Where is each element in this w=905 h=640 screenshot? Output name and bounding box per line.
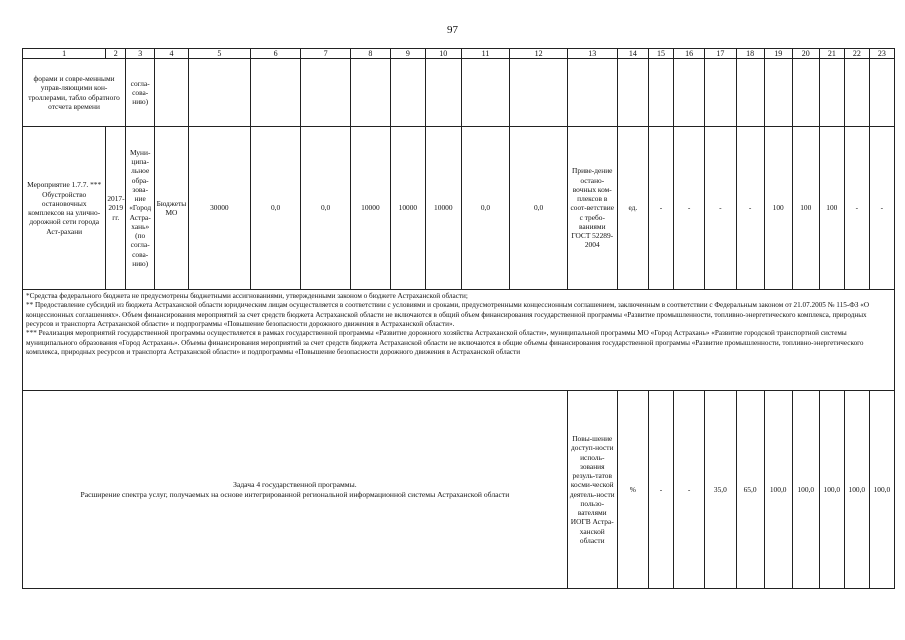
col-number: 6 — [251, 49, 301, 59]
column-number-row — [23, 49, 895, 59]
col-number: 9 — [390, 49, 425, 59]
period-cell: 2017-2019 гг. — [106, 127, 126, 290]
value-cell: - — [844, 127, 869, 290]
value-cell: 10000 — [426, 127, 461, 290]
col-number: 18 — [736, 49, 764, 59]
footnote-2: ** Предоставление субсидий из бюджета Астраханской области юридическим лицам осуществляется в соответствии с условиями и сроками, предусмотренными концессионным соглашением, заключенным в соответствии с Федеральным законом от 21.07.2005 № 115-ФЗ «О концессионных соглашениях». Объем финансирования мероприятий за счет средств бюджета Астраханской области не включаются в общий объем финансирования государственной программы «Развитие промышленности, топливно-энергетического комплекса, природных ресурсов и транспорта Астраханской области» и подпрограммы «Повышение безопасности дорожного движения в Астраханской области». — [26, 301, 870, 329]
col-number: 13 — [567, 49, 617, 59]
task-4-text: Расширение спектра услуг, получаемых на основе интегрированной региональной информационной системы Астраханской области — [80, 489, 510, 499]
col-number: 20 — [792, 49, 819, 59]
col-number: 17 — [705, 49, 736, 59]
value-cell: 35,0 — [705, 391, 736, 589]
cont-name-cell: форами и совре-менными управ-ляющими кон-троллерами, табло обратного отсчета времени — [23, 59, 126, 127]
col-number: 1 — [23, 49, 106, 59]
col-number: 10 — [426, 49, 461, 59]
table-row — [23, 391, 895, 589]
task-4-title: Задача 4 государственной программы. — [233, 480, 357, 490]
col-number: 21 — [819, 49, 844, 59]
total-cell: 30000 — [188, 127, 251, 290]
value-cell: 100 — [819, 127, 844, 290]
col-number: 4 — [155, 49, 188, 59]
value-cell: 10000 — [390, 127, 425, 290]
value-cell: 100,0 — [869, 391, 894, 589]
col-number: 14 — [617, 49, 648, 59]
unit-cell: ед. — [617, 127, 648, 290]
value-cell: 0,0 — [510, 127, 567, 290]
indicator-cell: Приве-дение остано-вочных ком-плексов в соот-ветствие с требо-ваниями ГОСТ 52289-2004 — [567, 127, 617, 290]
value-cell: - — [869, 127, 894, 290]
col-number: 16 — [674, 49, 705, 59]
value-cell: 0,0 — [301, 127, 351, 290]
indicator-cell: Повы-шение доступ-ности исполь-зования резуль-татов косми-ческой деятель-ности пользо-вателями ИОГВ Астра-ханской области — [567, 391, 617, 589]
col-number: 11 — [461, 49, 510, 59]
value-cell: - — [736, 127, 764, 290]
col-number: 3 — [126, 49, 155, 59]
col-number: 19 — [764, 49, 792, 59]
source-cell: Бюджеты МО — [155, 127, 188, 290]
value-cell: 100,0 — [819, 391, 844, 589]
value-cell: 10000 — [351, 127, 391, 290]
col-number: 8 — [351, 49, 391, 59]
col-number: 7 — [301, 49, 351, 59]
value-cell: 100,0 — [792, 391, 819, 589]
value-cell: 0,0 — [461, 127, 510, 290]
value-cell: - — [649, 391, 674, 589]
value-cell: - — [674, 391, 705, 589]
measure-name-cell: Мероприятие 1.7.7. *** Обустройство остановочных комплексов на улично-дорожной сети города Аст-рахани — [23, 127, 106, 290]
notes-row — [23, 290, 895, 391]
cont-executor-cell: согла-сова-нию) — [126, 59, 155, 127]
footnote-1: *Средства федерального бюджета не предусмотрены бюджетными ассигнованиями, утвержденными законом о бюджете Астраханской области; — [26, 292, 468, 300]
value-cell: 65,0 — [736, 391, 764, 589]
col-number: 23 — [869, 49, 894, 59]
value-cell: - — [649, 127, 674, 290]
col-number: 15 — [649, 49, 674, 59]
table-row — [23, 127, 895, 290]
col-number: 12 — [510, 49, 567, 59]
col-number: 22 — [844, 49, 869, 59]
value-cell: 100 — [792, 127, 819, 290]
unit-cell: % — [617, 391, 648, 589]
page-number: 97 — [447, 24, 458, 36]
value-cell: 0,0 — [251, 127, 301, 290]
value-cell: - — [705, 127, 736, 290]
value-cell: 100 — [764, 127, 792, 290]
footnotes-cell — [23, 290, 895, 391]
col-number: 2 — [106, 49, 126, 59]
program-table — [22, 48, 895, 589]
value-cell: - — [674, 127, 705, 290]
col-number: 5 — [188, 49, 251, 59]
value-cell: 100,0 — [764, 391, 792, 589]
table-row — [23, 59, 895, 127]
executor-cell: Муни-ципа-льное обра-зова-ние «Город Астра-хань» (по согла-сова-нию) — [126, 127, 155, 290]
value-cell: 100,0 — [844, 391, 869, 589]
footnote-3: *** Реализация мероприятий государственной программы осуществляется в рамках государственной программы «Развитие дорожного хозяйства Астраханской области», муниципальной программы МО «Город Астрахань» «Развитие городской транспортной системы муниципального образования «Город Астрахань». Объемы финансирования мероприятий за счет средств бюджета Астраханской области не включаются в общие объемы финансирования государственной программы «Развитие промышленности, топливно-энергетического комплекса, природных ресурсов и транспорта Астраханской области» и подпрограммы «Повышение безопасности дорожного движения в Астраханской области — [26, 329, 864, 357]
task-4-cell — [23, 391, 568, 589]
